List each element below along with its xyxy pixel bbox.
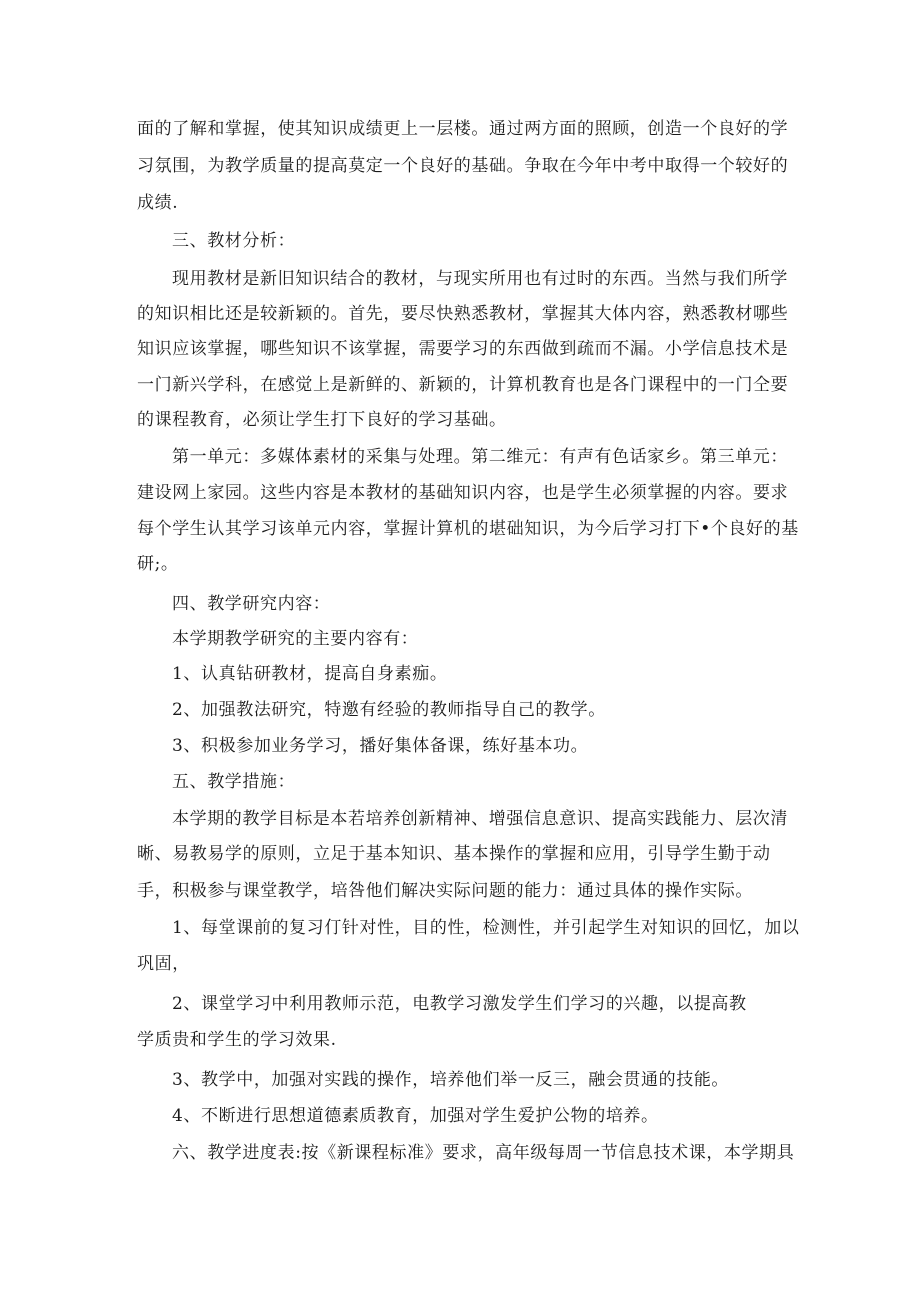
section-heading: 三、教材分析：	[172, 231, 296, 251]
paragraph-line: 第一单元：多媒体素材的采集与处理。第二维元：有声有色话家乡。第三单元：	[172, 447, 788, 467]
paragraph-line: 现用教材是新旧知识结合的教材，与现实所用也有过时的东西。当然与我们所学	[172, 269, 788, 289]
section-heading: 四、教学研究内容：	[172, 594, 331, 614]
paragraph-line: 的知识相比还是较新颖的。首先，要尽快熟悉教材，掌握其大体内容，熟悉教材哪些	[137, 304, 789, 324]
paragraph-line: 本学期教学研究的主要内容有：	[172, 629, 419, 649]
list-item: 2、加强教法研究，特邀有经验的教师指导自己的教学。	[172, 700, 606, 720]
paragraph-line: 每个学生认其学习该单元内容，掌握计算机的堪础知识，为今后学习打下•个良好的基	[137, 519, 799, 539]
paragraph-line: 建设网上家园。这些内容是本教材的基础知识内容，也是学生必须掌握的内容。要求	[137, 483, 789, 503]
list-item: 4、不断进行思想道德素质教育，加强对学生爱护公物的培养。	[172, 1106, 659, 1126]
list-item: 2、课堂学习中利用教师示范，电教学习激发学生们学习的兴趣，以提高教	[172, 994, 747, 1014]
list-item: 3、教学中，加强对实践的操作，培养他们举一反三，融会贯通的技能。	[172, 1070, 730, 1090]
paragraph-line: 的课程教育，必须让学生打下良好的学习基础。	[137, 410, 507, 430]
paragraph-line: 习氛围，为教学质量的提高莫定一个良好的基础。争取在今年中考中取得一个较好的	[137, 156, 789, 176]
section-heading: 五、教学措施：	[172, 772, 296, 792]
paragraph-line: 手，积极参与课堂教学，培咎他们解决实际问题的能力：通过具体的操作实际。	[137, 881, 753, 901]
section-heading: 六、教学进度表:按《新课程标准》要求，高年级每周一节信息技术课，本学期具	[172, 1143, 795, 1163]
list-item: 1、认真钻研教材，提高自身素痂。	[172, 664, 448, 684]
list-item: 学质贵和学生的学习效果.	[137, 1030, 337, 1050]
paragraph-line: 研;。	[137, 554, 179, 574]
paragraph-line: 成绩.	[137, 193, 179, 213]
paragraph-line: 晰、易教易学的原则，立足于基本知识、基本操作的掌握和应用，引导学生勤于动	[137, 844, 771, 864]
paragraph-line: 面的了解和掌握，使其知识成绩更上一层楼。通过两方面的照顾，创造一个良好的学	[137, 119, 789, 139]
paragraph-line: 一门新兴学科，在感觉上是新鲜的、新颖的，计算机教育也是各门课程中的一门仝要	[137, 375, 789, 395]
list-item: 1、每堂课前的复习仃针对性，目的性，检测性，并引起学生对知识的回忆，加以	[172, 918, 800, 938]
paragraph-line: 本学期的教学目标是本若培养创新精神、增强信息意识、提高实践能力、层次清	[172, 809, 788, 829]
list-item: 3、积极参加业务学习，播好集体备课，练好基本功。	[172, 736, 589, 756]
list-item: 巩固，	[137, 954, 190, 974]
paragraph-line: 知识应该掌握，哪些知识不该掌握，需要学习的东西做到疏而不漏。小学信息技术是	[137, 339, 789, 359]
